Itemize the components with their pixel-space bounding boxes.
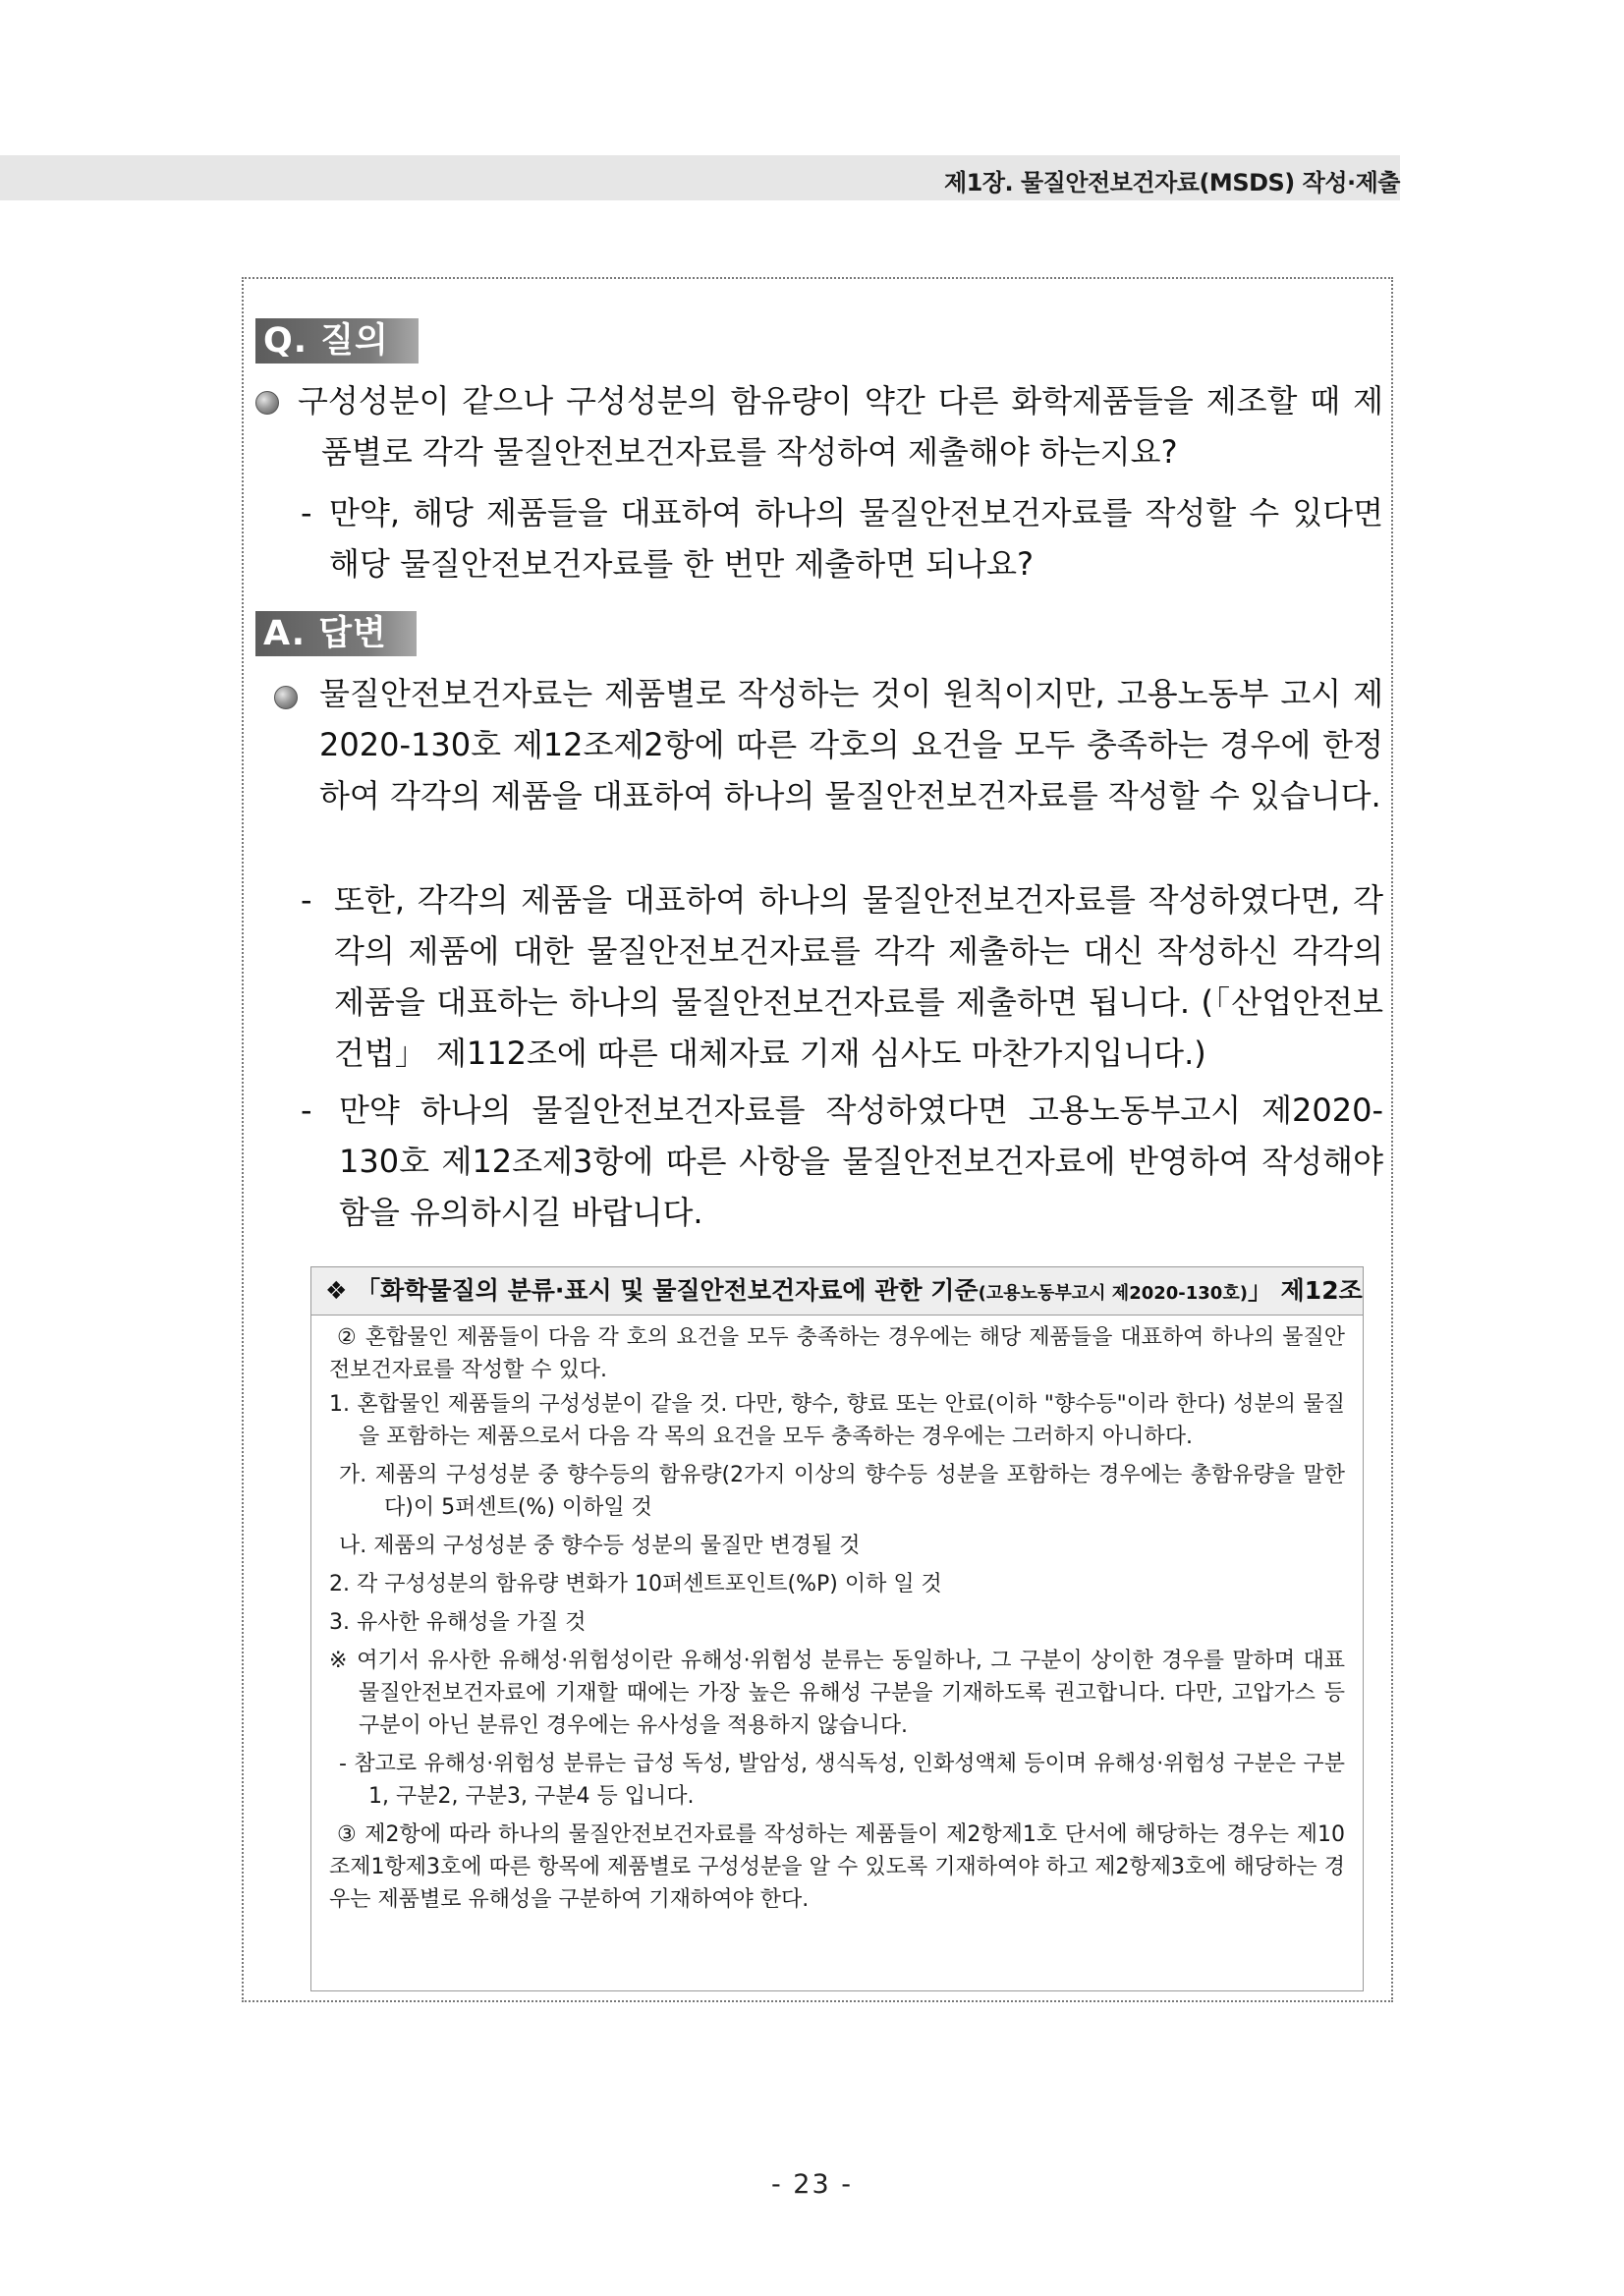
regulation-item-2: 2. 각 구성성분의 함유량 변화가 10퍼센트포인트(%P) 이하 일 것 xyxy=(329,1572,942,1596)
question-sub: 만약, 해당 제품들을 대표하여 하나의 물질안전보건자료를 작성할 수 있다면 해당 물질안전보건자료를 한 번만 제출하면 되나요? xyxy=(329,494,1383,583)
regulation-box xyxy=(310,1266,1364,1991)
regulation-item-1-ga: 가. 제품의 구성성분 중 향수등의 함유량(2가지 이상의 향수등 성분을 포함하는 경우에는 총함유량을 말한다)이 5퍼센트(%) 이하일 것 xyxy=(339,1463,1345,1520)
regulation-body xyxy=(311,1316,1363,1916)
answer-sub-2: 만약 하나의 물질안전보건자료를 작성하였다면 고용노동부고시 제2020-130호 제12조제3항에 따른 사항을 물질안전보건자료에 반영하여 작성해야함을 유의하시길 바랍니다. xyxy=(339,1092,1383,1231)
regulation-item-1: 1. 혼합물인 제품들의 구성성분이 같을 것. 다만, 향수, 향료 또는 안료(이하 "향수등"이라 한다) 성분의 물질을 포함하는 제품으로서 다음 각 목의 요건을 모두 충족하는 경우에는 그러하지 아니하다. xyxy=(329,1392,1345,1449)
regulation-heading-source: (고용노동부고시 제2020-130호) xyxy=(978,1283,1248,1304)
regulation-paragraph-3: ③ 제2항에 따라 하나의 물질안전보건자료를 작성하는 제품들이 제2항제1호 단서에 해당하는 경우는 제10조제1항제3호에 따른 항목에 제품별로 구성성분을 알 수 있도록 기재하여야 하고 제2항제3호에 해당하는 경우는 제품별로 유해성을 구분하여 기재하여야 한다. xyxy=(329,1822,1345,1912)
chapter-title: 제1장. 물질안전보건자료(MSDS) 작성·제출 xyxy=(943,169,1400,196)
question-label: Q. 질의 xyxy=(255,318,419,364)
regulation-heading-article: 」 제12조 xyxy=(1247,1276,1363,1305)
question-main: 구성성분이 같으나 구성성분의 함유량이 약간 다른 화학제품들을 제조할 때 제품별로 각각 물질안전보건자료를 작성하여 제출해야 하는지요? xyxy=(298,382,1383,471)
bullet-icon xyxy=(255,391,279,415)
regulation-note: ※ 여기서 유사한 유해성·위험성이란 유해성·위험성 분류는 동일하나, 그 구분이 상이한 경우를 말하며 대표 물질안전보건자료에 기재할 때에는 가장 높은 유해성 구분을 기재하도록 권고합니다. 다만, 고압가스 등 구분이 아닌 분류인 경우에는 유사성을 적용하지 않습니다. xyxy=(329,1649,1345,1738)
regulation-paragraph-2: ② 혼합물인 제품들이 다음 각 호의 요건을 모두 충족하는 경우에는 해당 제품들을 대표하여 하나의 물질안전보건자료를 작성할 수 있다. xyxy=(329,1325,1345,1382)
bullet-icon xyxy=(274,686,298,709)
dash-marker: - xyxy=(301,1092,312,1129)
answer-main: 물질안전보건자료는 제품별로 작성하는 것이 원칙이지만, 고용노동부 고시 제2020-130호 제12조제2항에 따른 각호의 요건을 모두 충족하는 경우에 한정하여 각각의 제품을 대표하여 하나의 물질안전보건자료를 작성할 수 있습니다. xyxy=(319,675,1383,814)
regulation-item-3: 3. 유사한 유해성을 가질 것 xyxy=(329,1610,587,1635)
dash-marker: - xyxy=(301,881,312,919)
regulation-item-1-na: 나. 제품의 구성성분 중 향수등 성분의 물질만 변경될 것 xyxy=(339,1534,861,1558)
regulation-heading-main: ❖ 「화학물질의 분류·표시 및 물질안전보건자료에 관한 기준 xyxy=(325,1276,979,1305)
regulation-heading xyxy=(311,1267,1363,1316)
answer-sub-1: 또한, 각각의 제품을 대표하여 하나의 물질안전보건자료를 작성하였다면, 각각의 제품에 대한 물질안전보건자료를 각각 제출하는 대신 작성하신 각각의 제품을 대표하는 하나의 물질안전보건자료를 제출하면 됩니다. (「산업안전보건법」 제112조에 따른 대체자료 기재 심사도 마찬가지입니다.) xyxy=(334,881,1383,1072)
answer-label: A. 답변 xyxy=(255,611,417,656)
dash-marker: - xyxy=(301,494,312,532)
page-number: - 23 - xyxy=(770,2169,853,2200)
regulation-reference: - 참고로 유해성·위험성 분류는 급성 독성, 발암성, 생식독성, 인화성액체 등이며 유해성·위험성 구분은 구분1, 구분2, 구분3, 구분4 등 입니다. xyxy=(339,1752,1345,1809)
